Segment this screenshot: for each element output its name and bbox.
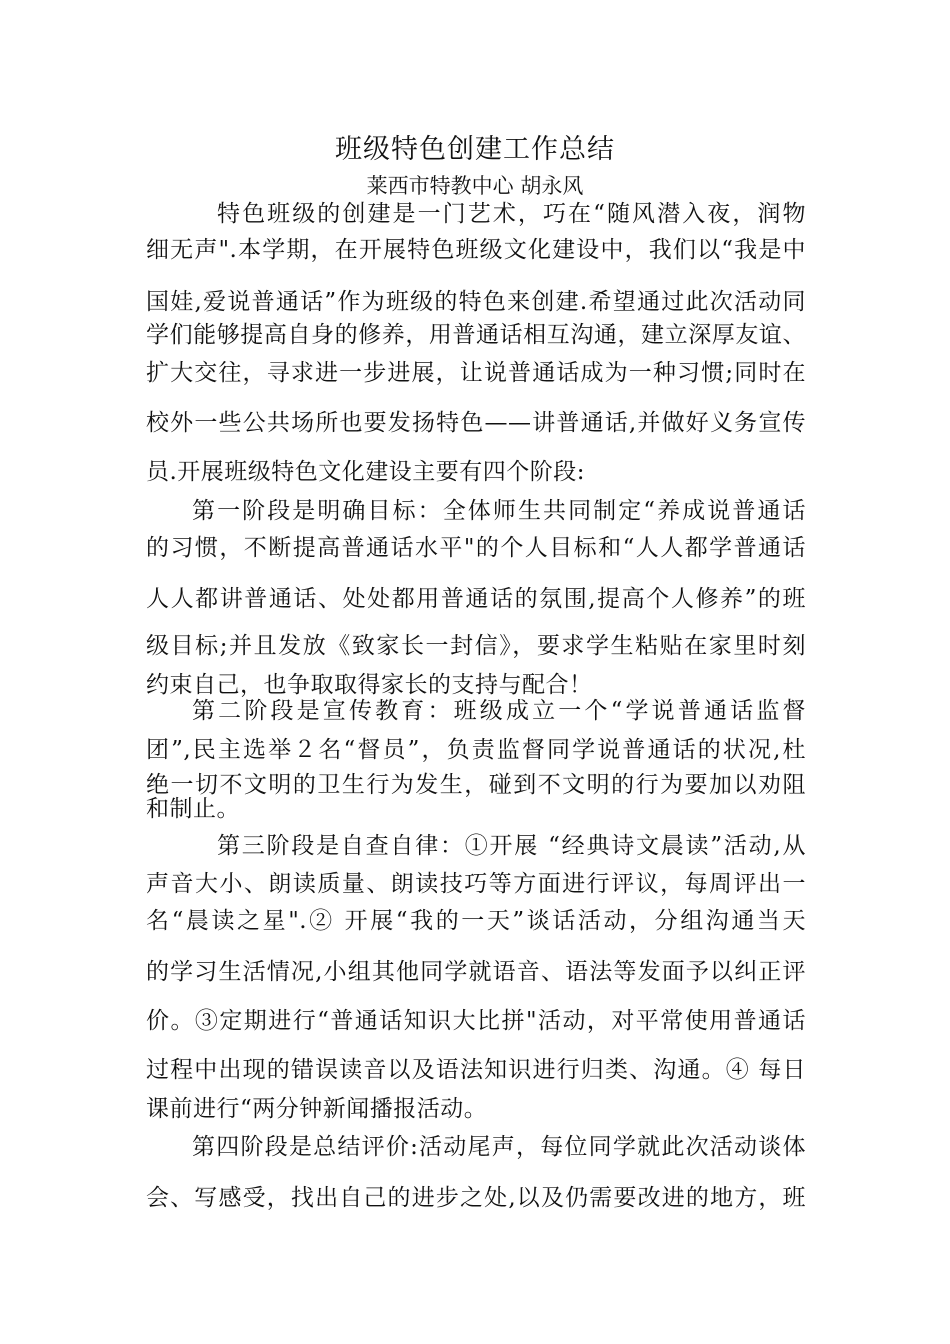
body-line: 的习惯，不断提高普通话水平"的个人目标和“人人都学普通话 bbox=[146, 535, 806, 561]
body-line: 课前进行“两分钟新闻播报活动。 bbox=[146, 1096, 488, 1122]
body-line: 第二阶段是宣传教育：班级成立一个“学说普通话监督 bbox=[192, 698, 806, 724]
body-line: 名“晨读之星".② 开展“我的一天”谈话活动，分组沟通当天 bbox=[146, 908, 806, 934]
document-title: 班级特色创建工作总结 bbox=[335, 134, 615, 165]
body-line: 国娃,爱说普通话”作为班级的特色来创建.希望通过此次活动同 bbox=[146, 289, 806, 315]
body-line: 第三阶段是自查自律：①开展 “经典诗文晨读”活动,从 bbox=[217, 833, 806, 859]
body-line: 价。③定期进行“普通话知识大比拼"活动，对平常使用普通话 bbox=[146, 1008, 806, 1034]
body-line: 校外一些公共场所也要发扬特色——讲普通话,并做好义务宣传 bbox=[146, 410, 806, 436]
body-line: 学们能够提高自身的修养，用普通话相互沟通，建立深厚友谊、 bbox=[146, 322, 806, 348]
body-line: 绝一切不文明的卫生行为发生，碰到不文明的行为要加以劝阻 bbox=[146, 772, 806, 798]
body-line: 第一阶段是明确目标：全体师生共同制定“养成说普通话 bbox=[192, 498, 806, 524]
body-line: 特色班级的创建是一门艺术，巧在“随风潜入夜，润物 bbox=[217, 201, 806, 227]
body-line: 第四阶段是总结评价:活动尾声，每位同学就此次活动谈体 bbox=[192, 1134, 806, 1160]
body-line: 扩大交往，寻求进一步进展，让说普通话成为一种习惯;同时在 bbox=[146, 360, 806, 386]
document-author: 莱西市特教中心 胡永风 bbox=[366, 174, 584, 198]
body-line: 员.开展班级特色文化建设主要有四个阶段: bbox=[146, 459, 586, 485]
body-line: 声音大小、朗读质量、朗读技巧等方面进行评议，每周评出一 bbox=[146, 871, 806, 897]
body-line: 过程中出现的错误读音以及语法知识进行归类、沟通。④ 每日 bbox=[146, 1057, 806, 1083]
body-line: 团”,民主选举２名“督员”，负责监督同学说普通话的状况,杜 bbox=[146, 737, 806, 763]
body-line: 约束自己，也争取取得家长的支持与配合！ bbox=[146, 672, 593, 698]
body-line: 细无声".本学期，在开展特色班级文化建设中，我们以“我是中 bbox=[146, 237, 806, 263]
body-line: 会、写感受，找出自己的进步之处,以及仍需要改进的地方，班 bbox=[146, 1185, 806, 1211]
body-line: 级目标;并且发放《致家长一封信》，要求学生粘贴在家里时刻 bbox=[146, 633, 806, 659]
body-line: 和制止。 bbox=[146, 796, 240, 822]
body-line: 人人都讲普通话、处处都用普通话的氛围,提高个人修养”的班 bbox=[146, 586, 806, 612]
body-line: 的学习生活情况,小组其他同学就语音、语法等发面予以纠正评 bbox=[146, 959, 806, 985]
